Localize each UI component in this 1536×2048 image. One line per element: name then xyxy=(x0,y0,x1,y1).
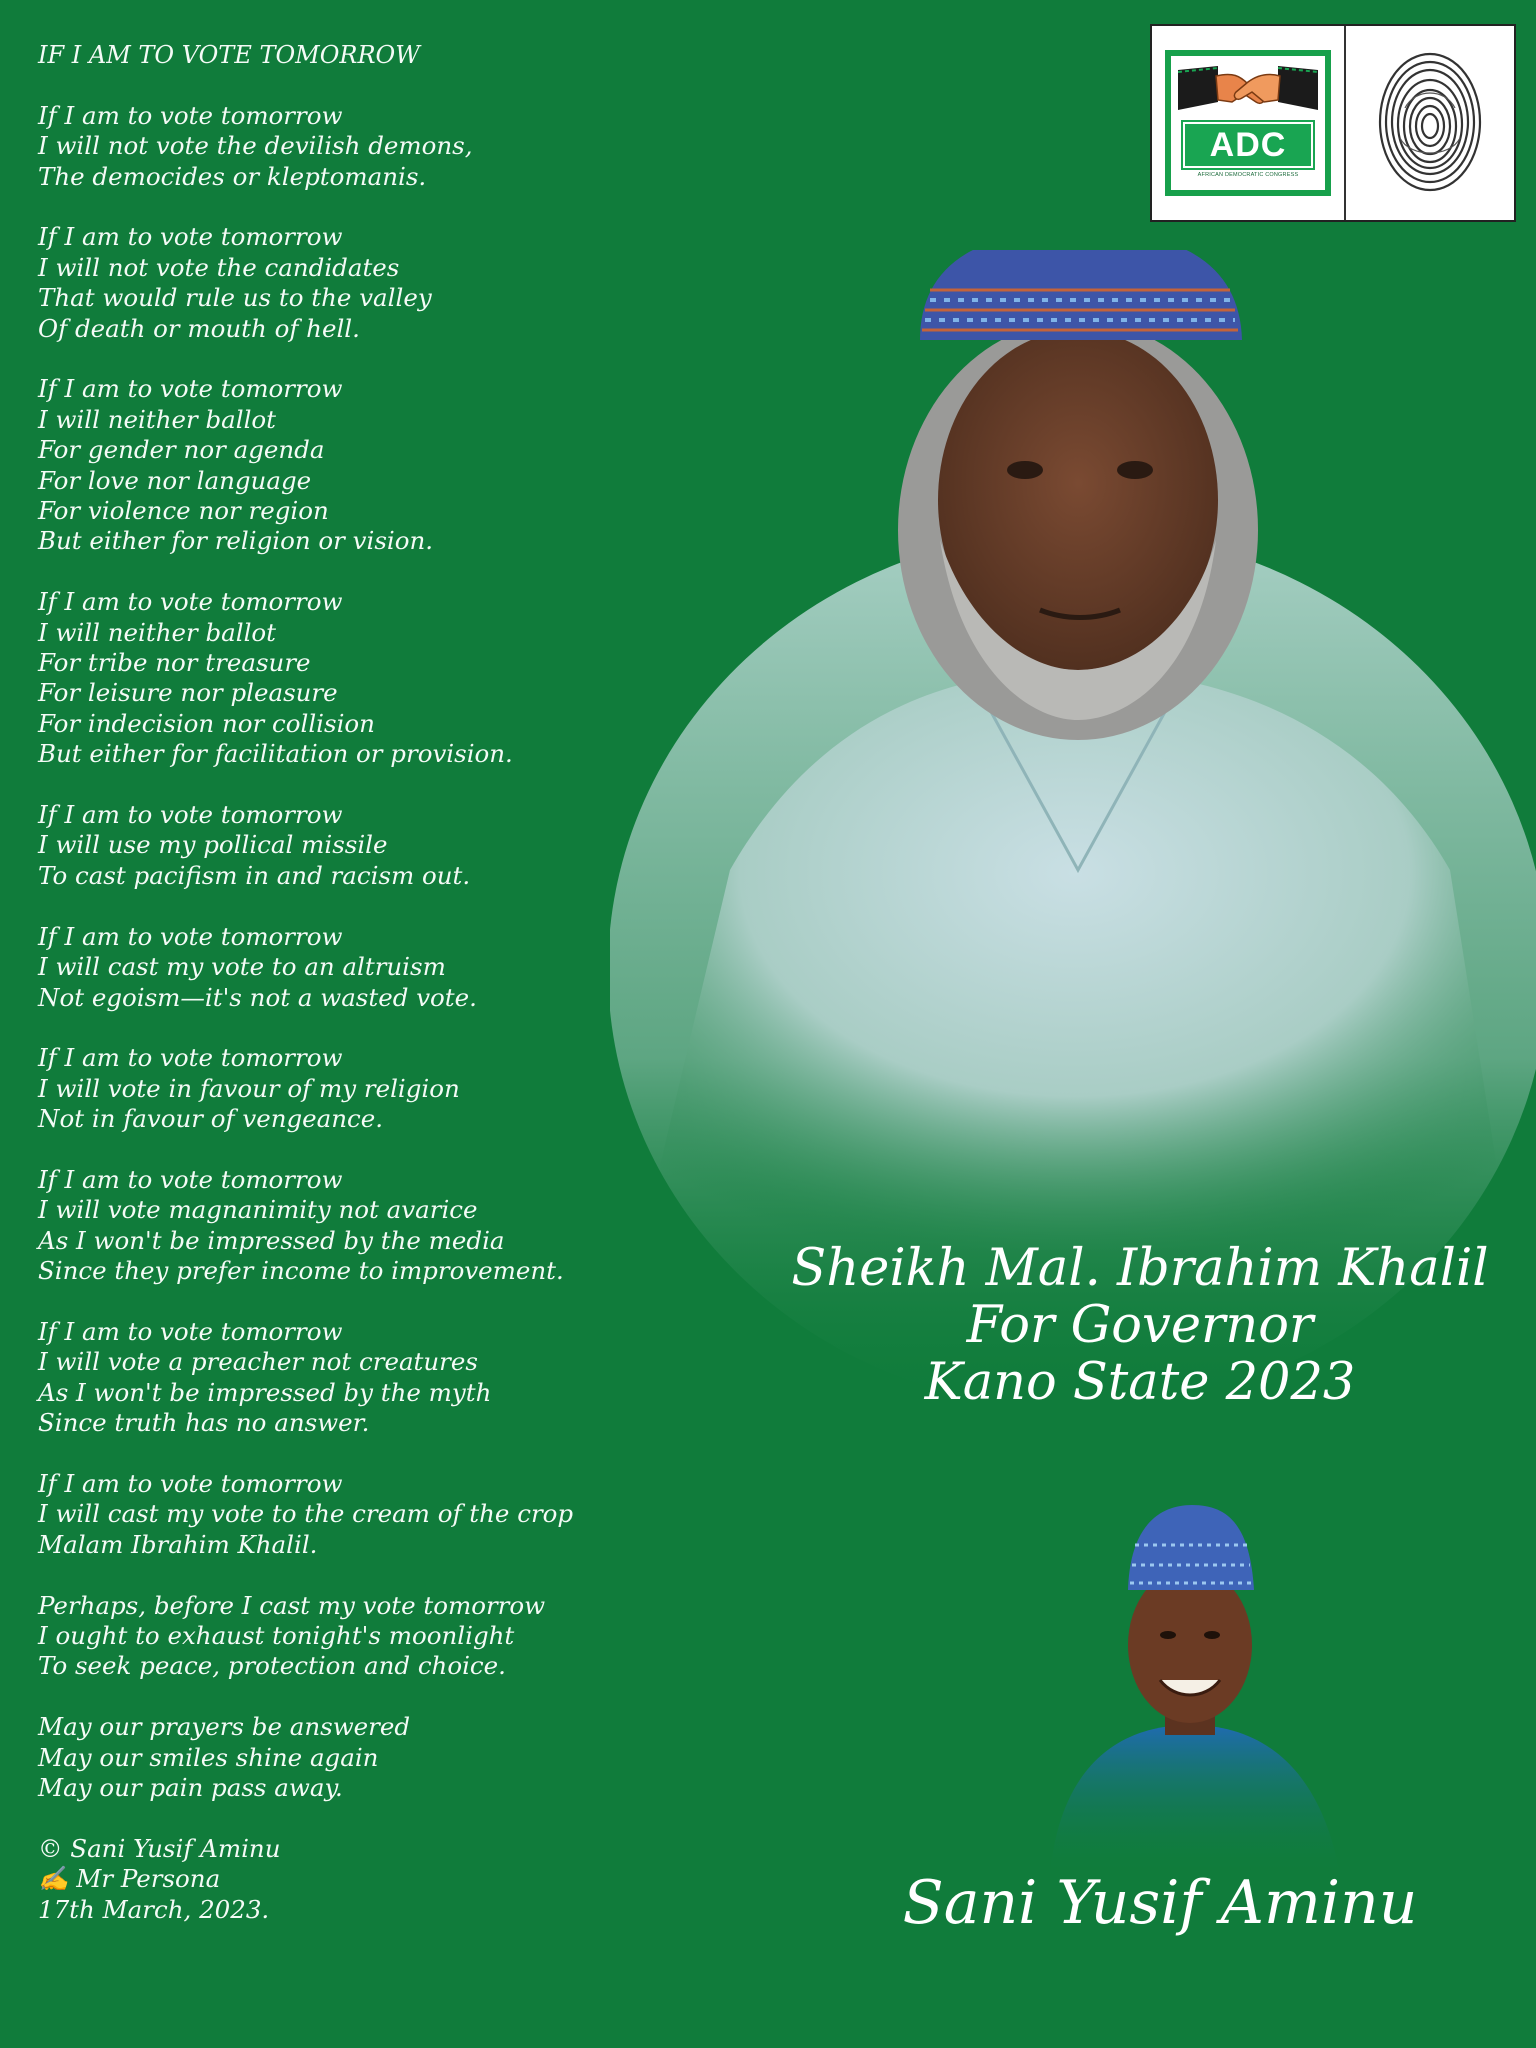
poem-line: Since they prefer income to improvement. xyxy=(38,1256,564,1286)
poem-line: I will not vote the devilish demons, xyxy=(38,131,473,161)
poem-stanzas xyxy=(38,101,678,1925)
poem-line: If I am to vote tomorrow xyxy=(38,1164,343,1194)
poem-line: For indecision nor collision xyxy=(38,708,375,738)
poem-line: I will cast my vote to an altruism xyxy=(38,952,446,982)
poem-line: Not in favour of vengeance. xyxy=(38,1104,384,1134)
poem-line: If I am to vote tomorrow xyxy=(38,921,343,951)
author-name: Sani Yusif Aminu xyxy=(902,1868,1418,1938)
poem-stanza xyxy=(38,1591,678,1682)
poem-line: If I am to vote tomorrow xyxy=(38,100,343,130)
poem-line: I ought to exhaust tonight's moonlight xyxy=(38,1620,515,1650)
poem-line: Malam Ibrahim Khalil. xyxy=(38,1529,318,1559)
poem-line: If I am to vote tomorrow xyxy=(38,1468,343,1498)
author-portrait xyxy=(1040,1495,1340,1875)
poem-line: I will cast my vote to the cream of the crop xyxy=(38,1499,574,1529)
poem-line: If I am to vote tomorrow xyxy=(38,222,343,252)
poem-line: If I am to vote tomorrow xyxy=(38,587,343,617)
adc-emblem xyxy=(1165,50,1331,196)
poem-stanza xyxy=(38,101,678,192)
poem-stanza xyxy=(38,1043,678,1134)
headline-line-1: Sheikh Mal. Ibrahim Khalil xyxy=(791,1239,1489,1298)
poem-line: © Sani Yusif Aminu xyxy=(38,1833,281,1863)
poem-line: I will vote in favour of my religion xyxy=(38,1073,460,1103)
poem-line: If I am to vote tomorrow xyxy=(38,1316,343,1346)
fingerprint-panel xyxy=(1346,26,1514,220)
poem-title: IF I AM TO VOTE TOMORROW xyxy=(38,41,420,69)
headline-line-2: For Governor xyxy=(966,1296,1314,1355)
headline-line-3: Kano State 2023 xyxy=(924,1353,1356,1412)
poem xyxy=(38,40,678,1955)
poem-line: May our smiles shine again xyxy=(38,1742,379,1772)
poem-line: To seek peace, protection and choice. xyxy=(38,1651,506,1681)
poem-line: May our pain pass away. xyxy=(38,1772,343,1802)
poem-stanza xyxy=(38,1469,678,1560)
poem-line: Of death or mouth of hell. xyxy=(38,313,360,343)
poem-line: Since truth has no answer. xyxy=(38,1408,370,1438)
poem-line: For tribe nor treasure xyxy=(38,648,311,678)
poem-line: I will neither ballot xyxy=(38,404,277,434)
handshake-icon xyxy=(1178,62,1318,118)
poem-line: For leisure nor pleasure xyxy=(38,678,338,708)
poem-stanza xyxy=(38,1165,678,1287)
poem-line: Not egoism—it's not a wasted vote. xyxy=(38,982,477,1012)
poem-line: If I am to vote tomorrow xyxy=(38,1043,343,1073)
poem-line: I will use my pollical missile xyxy=(38,830,388,860)
poem-line: For violence nor region xyxy=(38,496,329,526)
poem-line: For gender nor agenda xyxy=(38,435,325,465)
poem-stanza xyxy=(38,800,678,891)
poem-line: For love nor language xyxy=(38,465,312,495)
adc-abbr: ADC xyxy=(1183,122,1313,168)
poem-line: If I am to vote tomorrow xyxy=(38,374,343,404)
poem-line: May our prayers be answered xyxy=(38,1712,411,1742)
poem-line: If I am to vote tomorrow xyxy=(38,800,343,830)
poem-line: Perhaps, before I cast my vote tomorrow xyxy=(38,1590,546,1620)
party-logo-box xyxy=(1150,24,1516,222)
poem-stanza xyxy=(38,587,678,769)
poem-stanza xyxy=(38,1712,678,1803)
poem-line: As I won't be impressed by the myth xyxy=(38,1377,492,1407)
fingerprint-icon xyxy=(1375,48,1485,198)
poem-line: As I won't be impressed by the media xyxy=(38,1225,505,1255)
poem-line: That would rule us to the valley xyxy=(38,283,432,313)
poem-line: I will neither ballot xyxy=(38,617,277,647)
poem-line: To cast pacifism in and racism out. xyxy=(38,860,471,890)
poem-stanza xyxy=(38,922,678,1013)
poem-stanza xyxy=(38,374,678,556)
poem-line: The democides or kleptomanis. xyxy=(38,161,427,191)
poem-line: I will vote magnanimity not avarice xyxy=(38,1195,478,1225)
poem-stanza xyxy=(38,1317,678,1439)
poem-line: ✍ Mr Persona xyxy=(38,1864,221,1894)
adc-full-name: AFRICAN DEMOCRATIC CONGRESS xyxy=(1197,172,1299,178)
poem-line: But either for facilitation or provision. xyxy=(38,739,513,769)
adc-logo-panel xyxy=(1152,26,1346,220)
poem-stanza xyxy=(38,222,678,344)
poem-line: I will vote a preacher not creatures xyxy=(38,1347,478,1377)
poem-line: 17th March, 2023. xyxy=(38,1894,270,1924)
poem-line: But either for religion or vision. xyxy=(38,526,434,556)
campaign-headline xyxy=(760,1240,1520,1411)
poem-line: I will not vote the candidates xyxy=(38,252,400,282)
poem-stanza xyxy=(38,1834,678,1925)
